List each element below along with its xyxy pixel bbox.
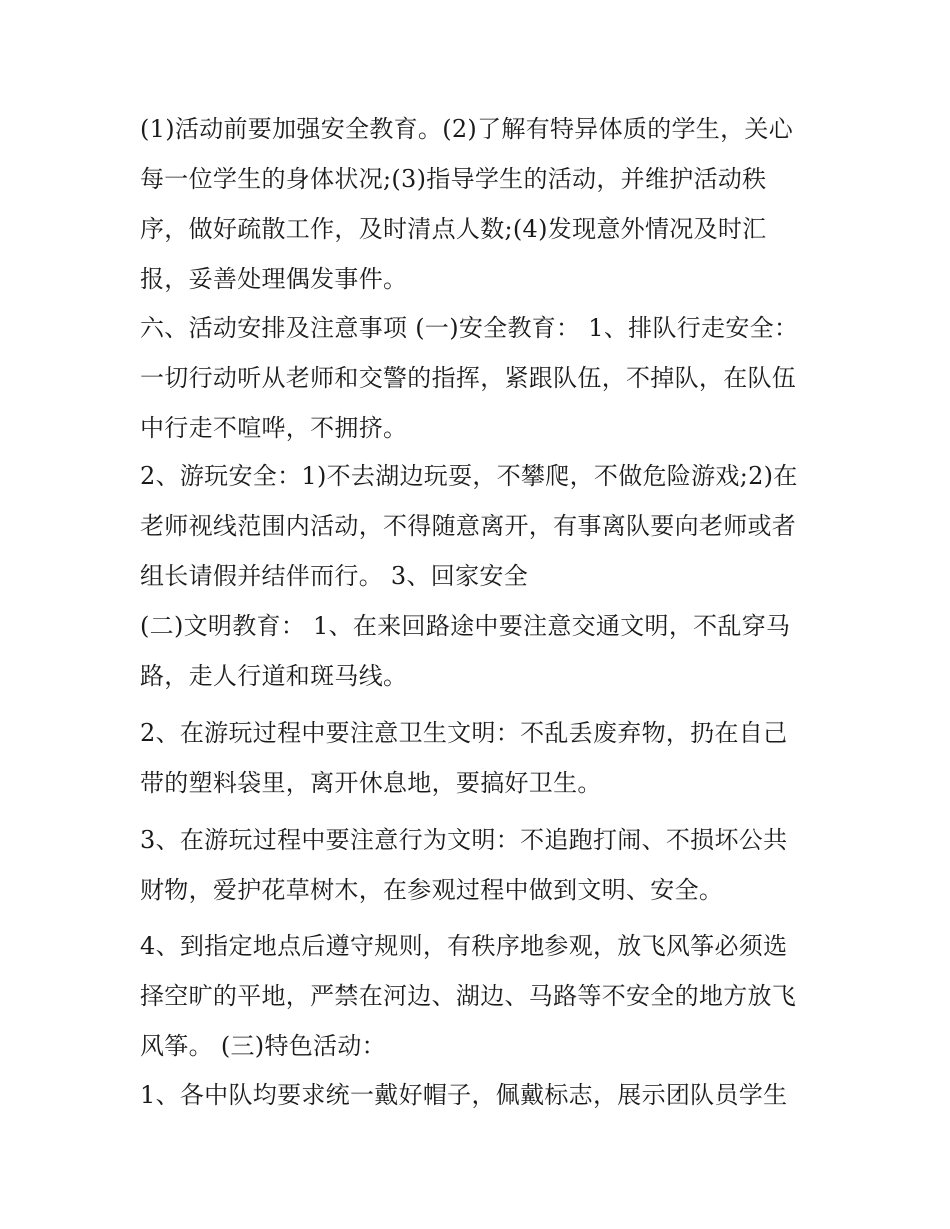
text-line: 4、到指定地点后遵守规则，有秩序地参观，放飞风筝必须选 [140,932,788,960]
text-line: 带的塑料袋里，离开休息地，要搞好卫生。 [140,769,602,797]
paragraph-site-rules [140,925,796,1075]
text-line: 2、在游玩过程中要注意卫生文明：不乱丢废弃物，扔在自己 [140,719,788,747]
paragraph-civility-education [140,605,790,705]
text-line: 每一位学生的身体状况;(3)指导学生的活动，并维护活动秩 [140,165,767,193]
text-line: 3、在游玩过程中要注意行为文明：不追跑打闹、不损坏公共 [140,826,788,854]
paragraph-hygiene-civility [140,712,787,812]
text-line: 1、各中队均要求统一戴好帽子，佩戴标志，展示团队员学生 [140,1081,788,1109]
paragraph-behavior-civility [140,819,787,919]
text-line: 序，做好疏散工作，及时清点人数;(4)发现意外情况及时汇 [140,215,767,243]
text-line: 2、游玩安全：1)不去湖边玩耍，不攀爬，不做危险游戏;2)在 [140,462,798,490]
text-line: 一切行动听从老师和交警的指挥，紧跟队伍，不掉队，在队伍 [140,364,797,392]
text-line: 路，走人行道和斑马线。 [140,662,408,690]
paragraph-featured-activity [140,1074,787,1124]
text-line: 择空旷的平地，严禁在河边、湖边、马路等不安全的地方放飞 [140,982,797,1010]
text-line: (1)活动前要加强安全教育。(2)了解有特异体质的学生，关心 [140,115,793,143]
text-line: 组长请假并结伴而行。 3、回家安全 [140,562,528,590]
text-line: 中行走不喧哗，不拥挤。 [140,414,408,442]
paragraph-safety-measures [140,108,793,308]
text-line: 财物，爱护花草树木，在参观过程中做到文明、安全。 [140,876,724,904]
text-line: 六、活动安排及注意事项 (一)安全教育： 1、排队行走安全： [140,314,799,342]
text-line: (二)文明教育： 1、在来回路途中要注意交通文明，不乱穿马 [140,612,791,640]
text-line: 老师视线范围内活动，不得随意离开，有事离队要向老师或者 [140,512,797,540]
paragraph-activity-arrangement [140,307,798,457]
paragraph-play-safety [140,455,798,605]
text-line: 风筝。 (三)特色活动： [140,1032,386,1060]
text-line: 报，妥善处理偶发事件。 [140,265,408,293]
